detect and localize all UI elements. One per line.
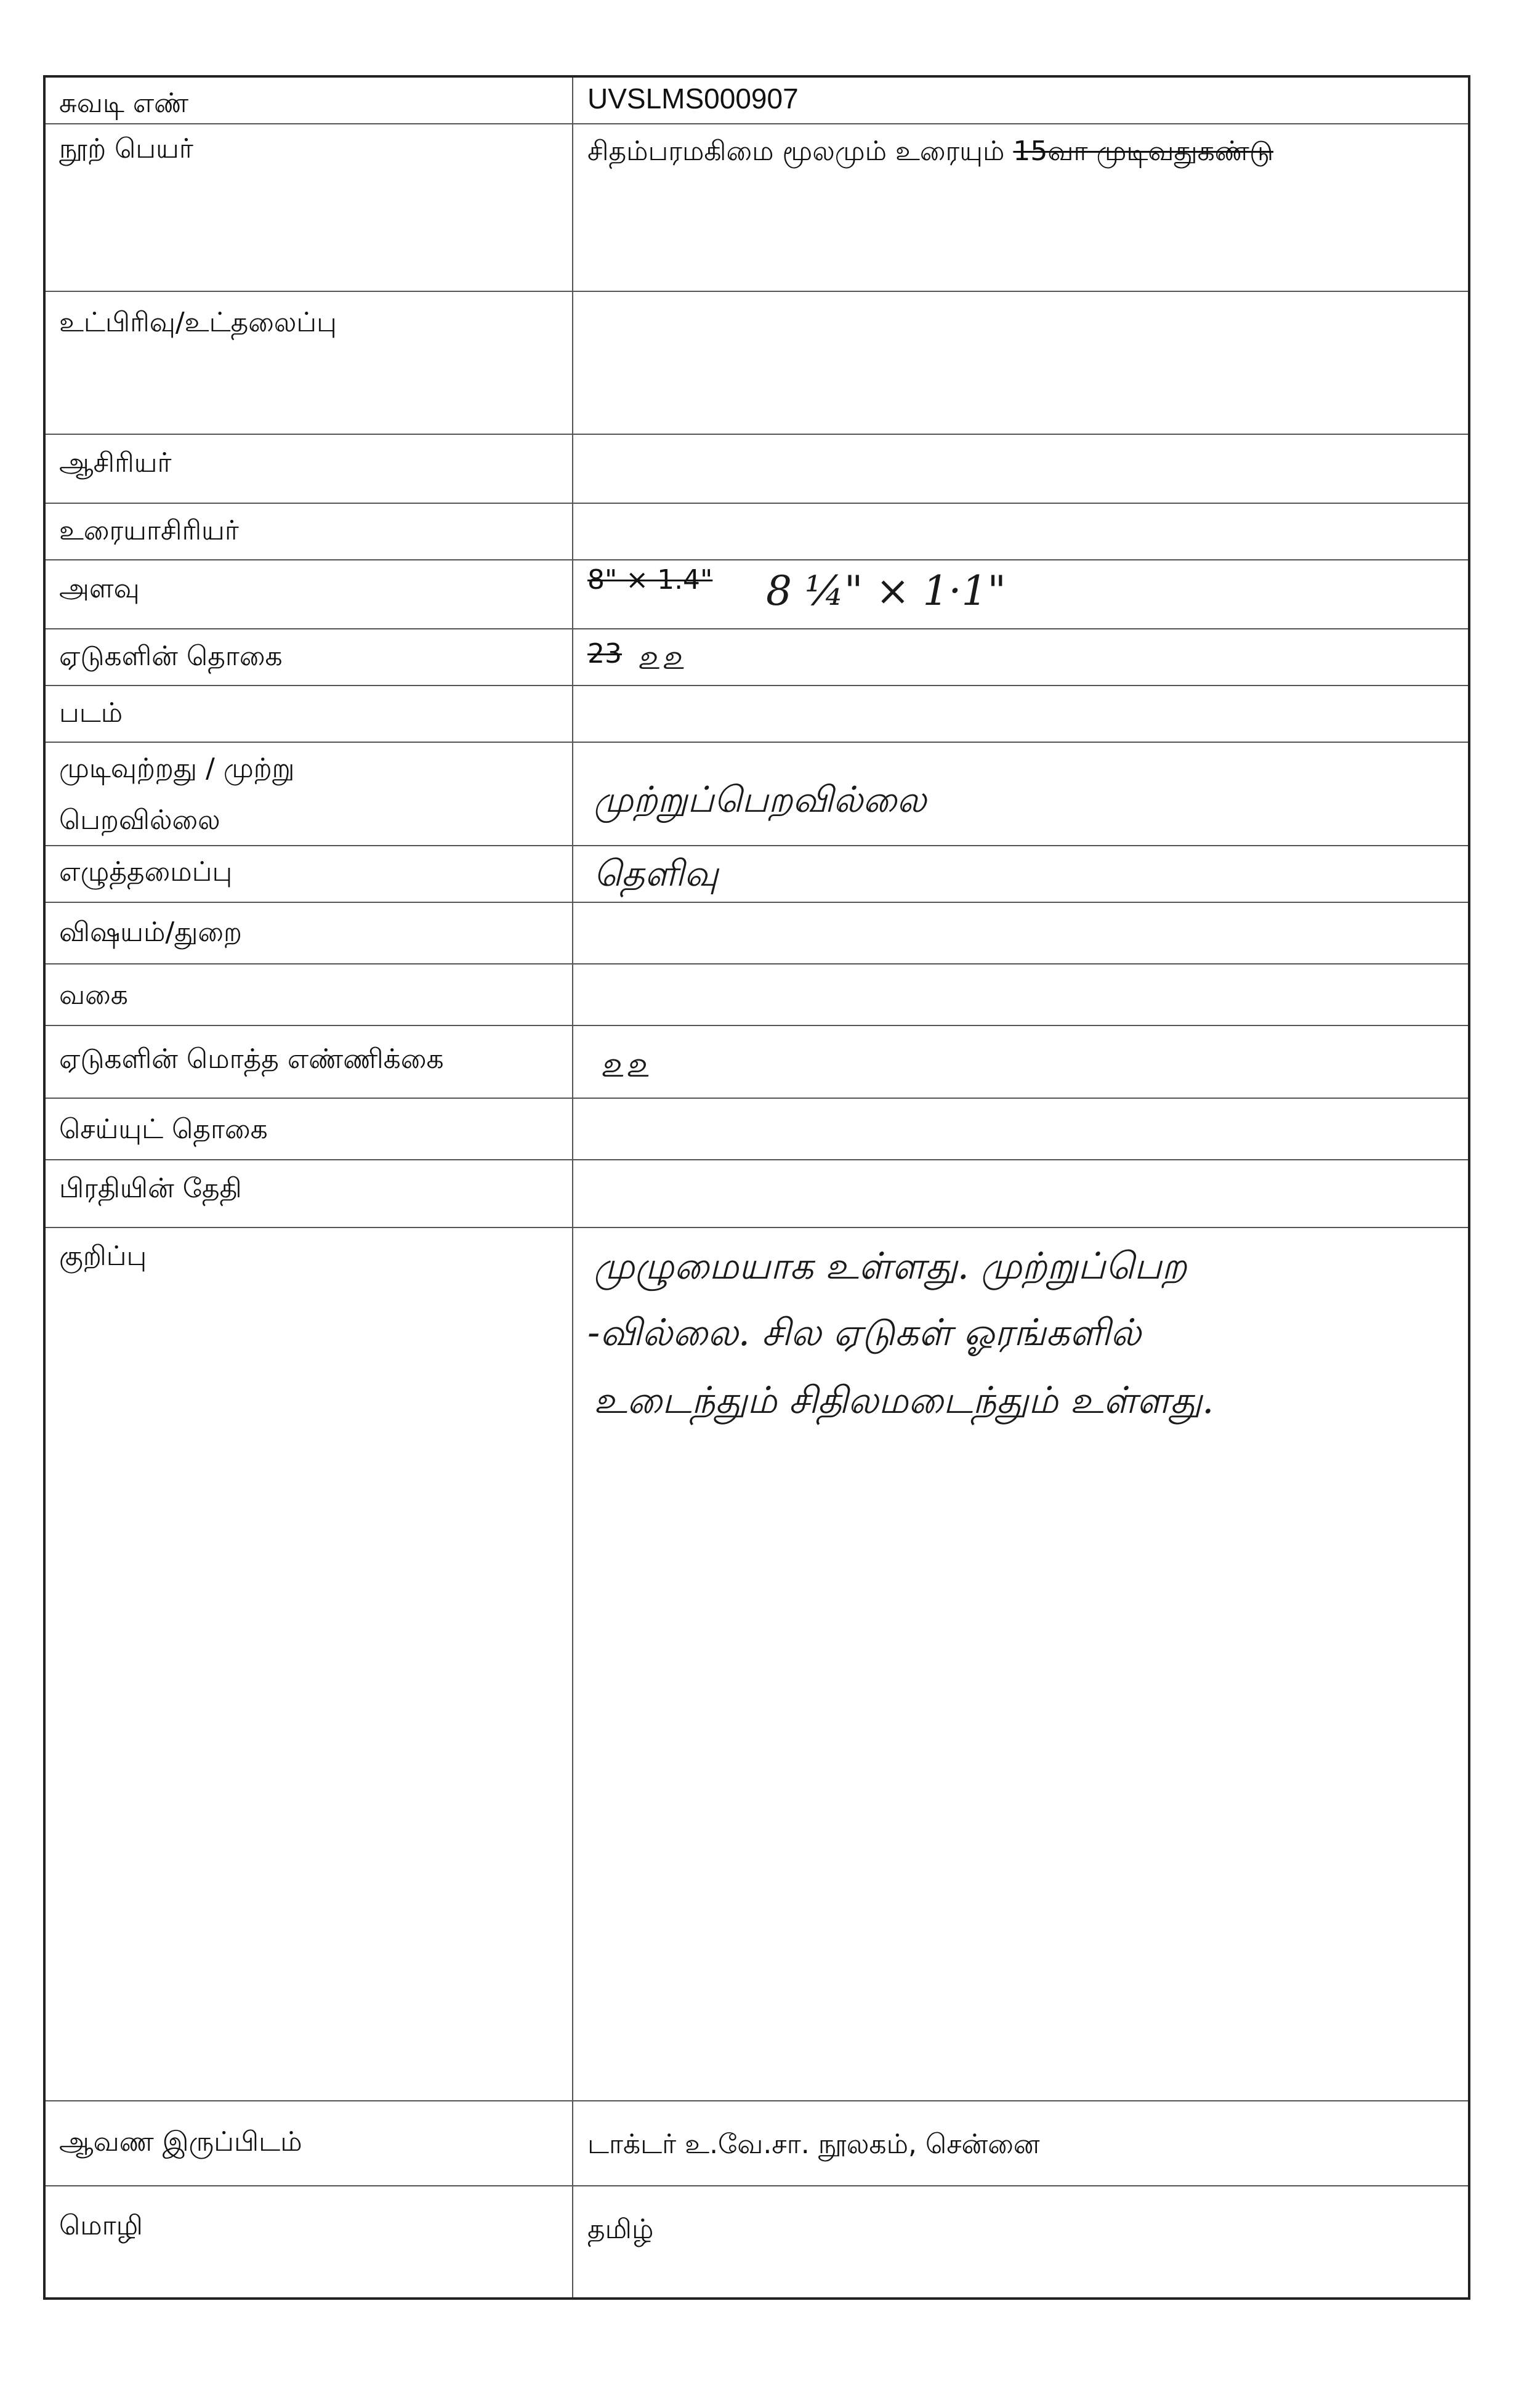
handwritten-size: 8 ¼" × 1·1" [766, 567, 1006, 615]
handwritten-script: தெளிவு [594, 852, 719, 894]
catalog-record-form [43, 75, 1470, 2300]
form-row-copy-date [46, 1160, 1468, 1228]
struck-text: 15வா முடிவதுகண்டு [1013, 135, 1274, 167]
form-row-author [46, 435, 1468, 504]
form-row-location [46, 2101, 1468, 2186]
field-label: குறிப்பு [59, 1240, 147, 1272]
form-row-illustration [46, 686, 1468, 743]
field-label: ஆசிரியர் [59, 447, 172, 479]
field-label: படம் [59, 697, 123, 729]
struck-size: 8" × 1.4" [587, 564, 713, 596]
form-row-title [46, 124, 1468, 292]
form-row-completion [46, 743, 1468, 846]
field-label: அளவு [59, 573, 140, 604]
field-label: விஷயம்/துறை [59, 916, 242, 948]
form-row-commentator [46, 504, 1468, 560]
field-label: மொழி [59, 2210, 143, 2241]
field-label: உரையாசிரியர் [59, 515, 239, 546]
handwritten-note-line: உடைந்தும் சிதிலமடைந்தும் உள்ளது. [594, 1379, 1214, 1422]
form-row-total-leaves [46, 1026, 1468, 1099]
form-row-type [46, 964, 1468, 1026]
field-label: சுவடி எண் [59, 87, 189, 119]
field-label: வகை [59, 979, 128, 1011]
field-value: தமிழ் [587, 2214, 654, 2245]
struck-count: 23 [587, 638, 622, 669]
field-value [587, 135, 1273, 168]
form-row-manuscript-id [46, 78, 1468, 124]
field-label: நூற் பெயர் [59, 133, 193, 164]
form-row-subject [46, 903, 1468, 964]
title-text: சிதம்பரமகிமை மூலமும் உரையும் [587, 135, 1005, 167]
field-label-continued: பெறவில்லை [59, 804, 220, 836]
field-label: எழுத்தமைப்பு [59, 856, 233, 888]
handwritten-total: ௨௨ [600, 1043, 651, 1085]
field-label: செய்யுட் தொகை [59, 1114, 268, 1145]
form-row-notes [46, 1228, 1468, 2101]
field-label: பிரதியின் தேதி [59, 1173, 242, 1204]
form-row-language [46, 2186, 1468, 2297]
field-label: முடிவுற்றது / முற்று [59, 753, 295, 784]
field-label: ஏடுகளின் தொகை [59, 641, 283, 672]
form-row-leaf-count [46, 629, 1468, 686]
handwritten-note-line: முழுமையாக உள்ளது. முற்றுப்பெற [594, 1245, 1187, 1288]
field-value: டாக்டர் உ.வே.சா. நூலகம், சென்னை [587, 2129, 1040, 2160]
handwritten-completion: முற்றுப்பெறவில்லை [594, 778, 927, 820]
handwritten-note-line: -வில்லை. சில ஏடுகள் ஓரங்களில் [587, 1311, 1142, 1354]
form-row-script [46, 846, 1468, 903]
form-row-size [46, 560, 1468, 629]
field-label: ஏடுகளின் மொத்த எண்ணிக்கை [59, 1043, 444, 1075]
field-label: உட்பிரிவு/உட்தலைப்பு [59, 307, 337, 338]
field-value: UVSLMS000907 [587, 83, 799, 115]
form-row-verse-count [46, 1099, 1468, 1160]
form-row-subdivision [46, 292, 1468, 435]
field-label: ஆவண இருப்பிடம் [59, 2126, 302, 2157]
handwritten-count: ௨௨ [637, 637, 686, 677]
